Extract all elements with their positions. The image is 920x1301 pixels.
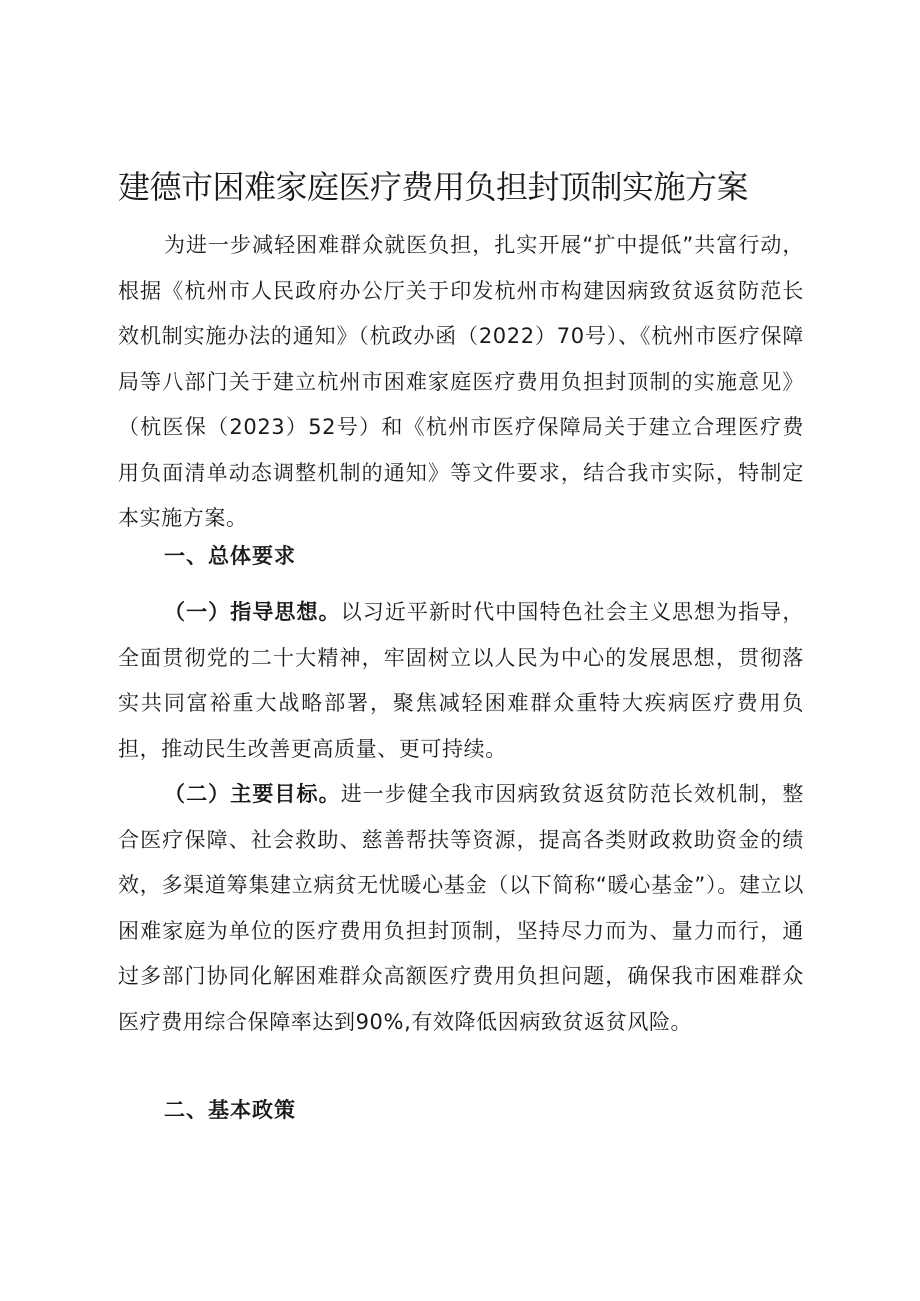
main-goals-paragraph bbox=[118, 772, 804, 1045]
main-goals-text: 进一步健全我市因病致贫返贫防范长效机制，整合医疗保障、社会救助、慈善帮扶等资源，提高各类财政救助资金的绩效，多渠道筹集建立病贫无忧暖心基金（以下简称“暖心基金”）。建立以困难家庭为单位的医疗费用负担封顶制，坚持尽力而为、量力而行，通过多部门协同化解困难群众高额医疗费用负担问题，确保我市困难群众医疗费用综合保障率达到90%,有效降低因病致贫返贫风险。 bbox=[118, 782, 804, 1034]
section-heading-basic-policies: 二、基本政策 bbox=[164, 1098, 296, 1122]
guiding-ideology-text: 以习近平新时代中国特色社会主义思想为指导，全面贯彻党的二十大精神，牢固树立以人民为中心的发展思想，贯彻落实共同富裕重大战略部署，聚焦减轻困难群众重特大疾病医疗费用负担，推动民生改善更高质量、更可持续。 bbox=[118, 600, 804, 761]
guiding-ideology-label: （一）指导思想。 bbox=[164, 600, 341, 624]
section-heading-general-requirements: 一、总体要求 bbox=[164, 544, 296, 568]
intro-paragraph: 为进一步减轻困难群众就医负担，扎实开展“扩中提低”共富行动，根据《杭州市人民政府办公厅关于印发杭州市构建因病致贫返贫防范长效机制实施办法的通知》（杭政办函（2022）70号）、《杭州市医疗保障局等八部门关于建立杭州市困难家庭医疗费用负担封顶制的实施意见》（杭医保（2023）52号）和《杭州市医疗保障局关于建立合理医疗费用负面清单动态调整机制的通知》等文件要求，结合我市实际，特制定本实施方案。 bbox=[118, 233, 804, 530]
main-goals-label: （二）主要目标。 bbox=[164, 782, 341, 806]
guiding-ideology-paragraph bbox=[118, 590, 804, 772]
document-title: 建德市困难家庭医疗费用负担封顶制实施方案 bbox=[118, 168, 749, 206]
